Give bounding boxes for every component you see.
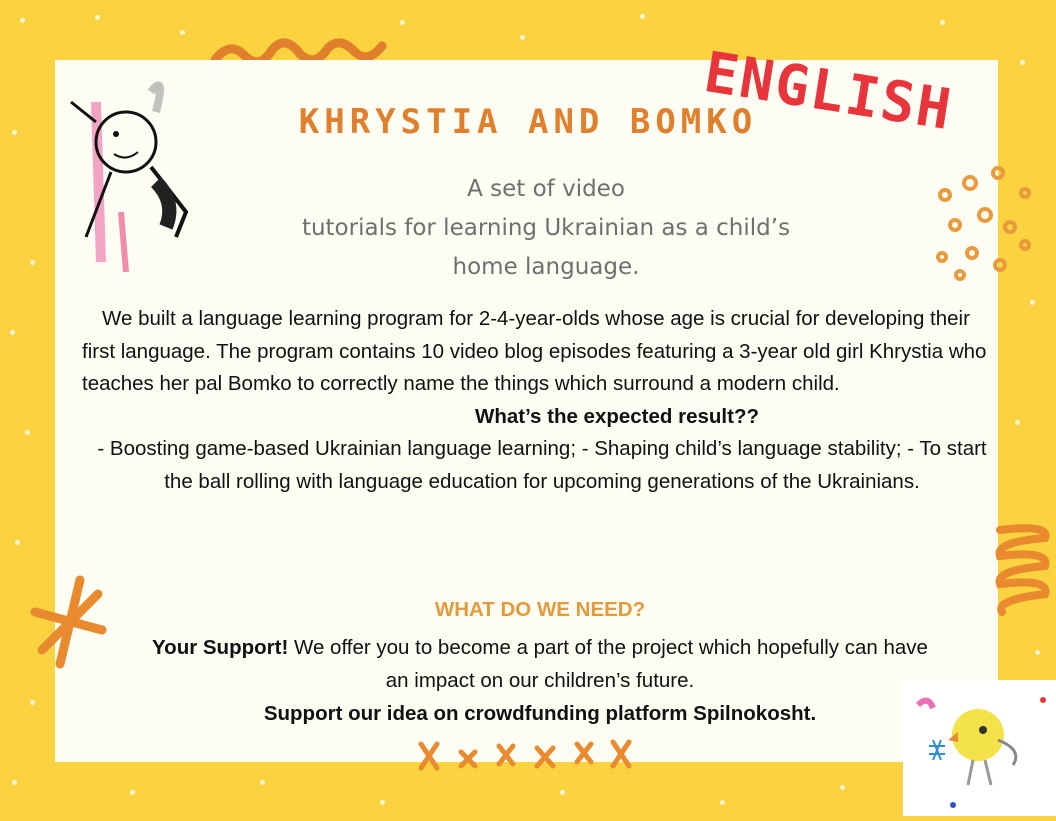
english-badge: ENGLISH <box>699 40 957 144</box>
body-text <box>82 303 1002 498</box>
need-heading: WHAT DO WE NEED? <box>434 598 646 621</box>
support-cta: Support our idea on crowdfunding platform Spilnokosht. <box>263 702 817 725</box>
subtitle-line-1: A set of video <box>467 176 625 202</box>
result-heading: What’s the expected result?? <box>474 404 760 428</box>
subtitle-line-3: home language. <box>452 254 640 280</box>
child-drawing-stick-figure <box>56 62 202 277</box>
star-decoration <box>30 572 110 672</box>
result-paragraph: - Boosting game-based Ukrainian language learning; - Shaping child’s language stability; - To start the ball rolling with language education for upcoming generations of the Ukrainians. <box>97 437 987 493</box>
orange-dots-decoration <box>930 165 1040 285</box>
subtitle <box>290 170 802 287</box>
support-paragraph <box>140 631 940 730</box>
page-title: KHRYSTIA AND BOMKO <box>298 102 758 142</box>
support-text: We offer you to become a part of the project which hopefully can have an impact on our children’s future. <box>288 636 928 692</box>
intro-paragraph: We built a language learning program for 2-4-year-olds whose age is crucial for developing their first language. The program contains 10 video blog episodes featuring a 3-year old girl Khrystia who teaches her pal Bomko to correctly name the things which surround a modern child. <box>82 307 987 395</box>
subtitle-line-2: tutorials for learning Ukrainian as a child’s <box>301 215 791 241</box>
coil-decoration <box>990 520 1056 620</box>
bird-icon <box>903 680 1056 816</box>
bird-drawing <box>903 680 1056 816</box>
x-marks-decoration <box>415 738 645 774</box>
support-bold-label: Your Support! <box>152 636 289 659</box>
